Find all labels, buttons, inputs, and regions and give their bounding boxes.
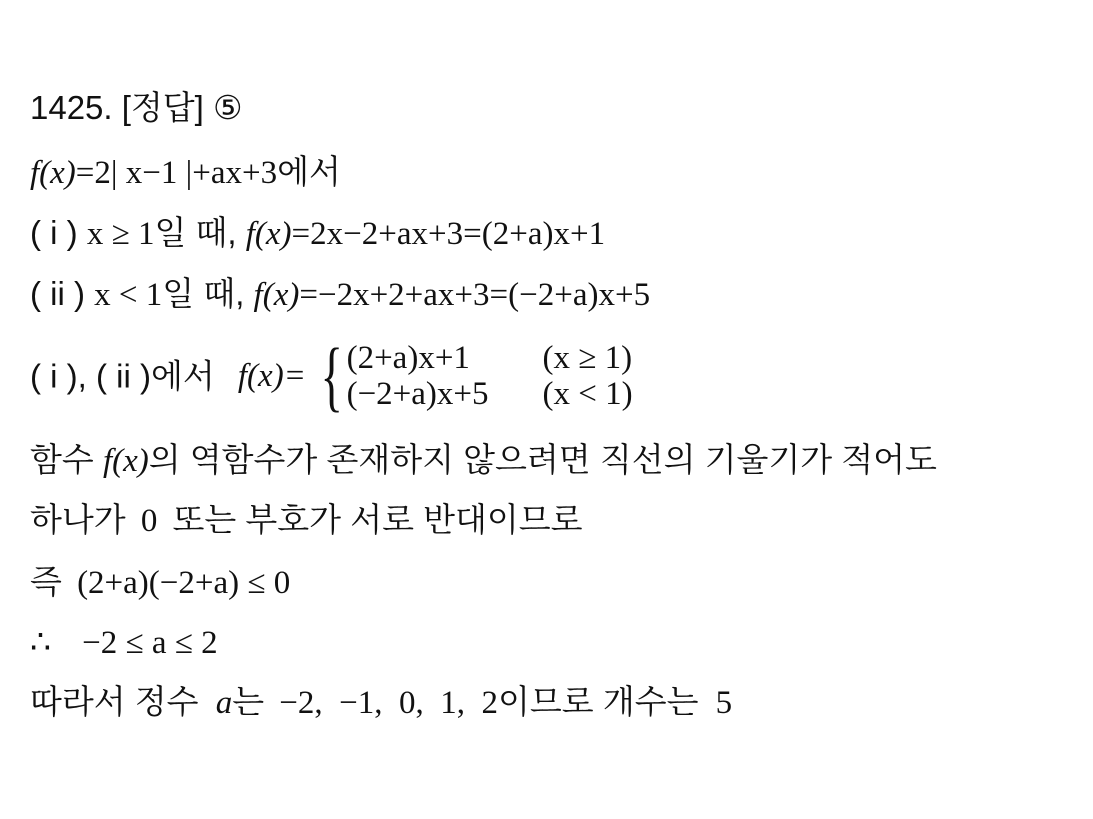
- fx-symbol: f(x): [245, 216, 292, 252]
- text-pre: 따라서 정수: [30, 683, 199, 720]
- piecewise-cases: [347, 340, 633, 412]
- case-label: ( ii ): [30, 275, 85, 312]
- case-condition: x < 1: [94, 277, 163, 313]
- fx-symbol: f(x): [102, 443, 149, 479]
- integer-values: −2, −1, 0, 1, 2: [279, 685, 499, 721]
- line-suffix: 에서: [277, 153, 341, 190]
- problem-title: 1425. [정답] ⑤: [30, 89, 243, 126]
- fx-symbol: f(x)=: [237, 358, 306, 395]
- case2-expression: (−2+a)x+5: [346, 376, 489, 413]
- problem-header: [30, 88, 243, 128]
- line-function-definition: [30, 152, 341, 193]
- case1-condition: (x ≥ 1): [542, 340, 633, 377]
- case-condition: x ≥ 1: [86, 216, 155, 252]
- case-when: 일 때,: [154, 214, 237, 251]
- line-piecewise: [30, 332, 633, 420]
- text-mid2: 이므로 개수는: [498, 683, 699, 720]
- left-brace-icon: {: [320, 332, 344, 420]
- fx-symbol: f(x): [30, 155, 76, 191]
- text-post: 의 역함수가 존재하지 않으려면 직선의 기울기가 적어도: [148, 441, 937, 478]
- variable-a: a: [215, 685, 233, 721]
- line-slope-condition: [30, 500, 583, 541]
- line-range: [30, 622, 218, 663]
- case-expression: =−2x+2+ax+3=(−2+a)x+5: [299, 277, 651, 313]
- piecewise-block: [315, 332, 633, 420]
- range-expression: −2 ≤ a ≤ 2: [82, 625, 218, 661]
- line-case-ii: [30, 274, 650, 315]
- line-case-i: [30, 213, 605, 254]
- count-value: 5: [715, 685, 733, 721]
- zero-value: 0: [140, 503, 158, 539]
- text-pre: 하나가: [30, 501, 126, 538]
- case1-expression: (2+a)x+1: [346, 340, 470, 377]
- fx-symbol: f(x): [253, 277, 300, 313]
- piecewise-label: ( i ), ( ii )에서: [30, 357, 215, 395]
- text-pre: 즉: [30, 563, 62, 600]
- case-expression: =2x−2+ax+3=(2+a)x+1: [291, 216, 606, 252]
- line-inequality: [30, 562, 290, 603]
- line-inverse-condition: [30, 440, 937, 481]
- therefore-symbol: ∴: [30, 625, 51, 661]
- function-expression: =2| x−1 |+ax+3: [75, 155, 278, 191]
- text-pre: 함수: [30, 441, 94, 478]
- text-post: 또는 부호가 서로 반대이므로: [172, 501, 583, 538]
- case2-condition: (x < 1): [542, 376, 633, 413]
- case-when: 일 때,: [162, 275, 245, 312]
- case-label: ( i ): [30, 214, 78, 251]
- text-mid: 는: [232, 683, 265, 720]
- inequality-expression: (2+a)(−2+a) ≤ 0: [77, 565, 291, 601]
- line-conclusion: [30, 682, 732, 723]
